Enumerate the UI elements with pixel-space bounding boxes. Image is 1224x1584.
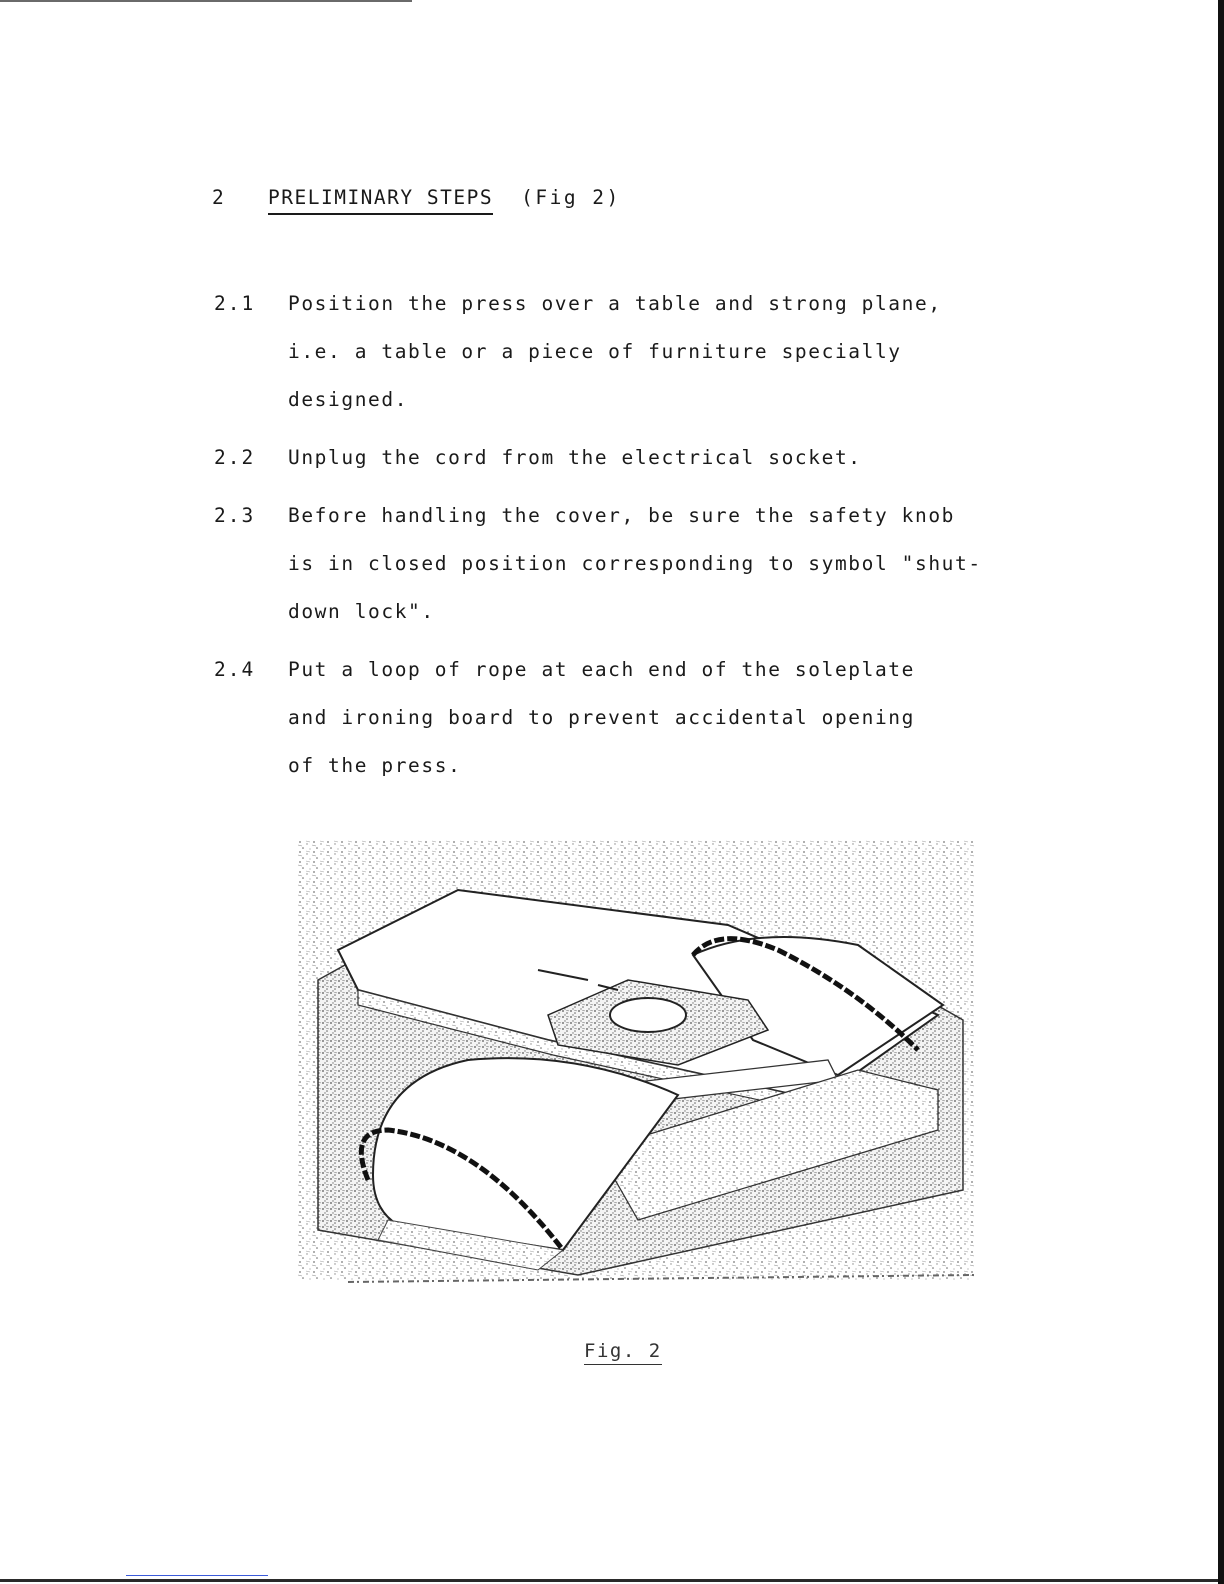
- section-number: 2: [212, 186, 226, 209]
- step-item: [214, 434, 1094, 482]
- step-number: 2.3: [214, 504, 256, 527]
- step-item: [214, 280, 1094, 424]
- steps-list: [214, 280, 1094, 800]
- scan-bottom-rule: [0, 1579, 1218, 1582]
- press-illustration: [298, 830, 974, 1300]
- scan-top-rule: [0, 0, 412, 2]
- figure-caption: Fig. 2: [584, 1340, 662, 1365]
- control-knob: [610, 998, 686, 1032]
- step-text: Put a loop of rope at each end of the soleplate and ironing board to prevent accidental opening of the press.: [288, 658, 915, 777]
- step-item: [214, 492, 1094, 636]
- section-figure-ref: (Fig 2): [521, 186, 621, 209]
- step-text: Before handling the cover, be sure the safety knob is in closed position corresponding to symbol "shut- down lock".: [288, 504, 982, 623]
- step-number: 2.2: [214, 446, 256, 469]
- scan-right-edge: [1218, 0, 1224, 1584]
- scan-bottom-mark: [126, 1575, 268, 1576]
- step-item: [214, 646, 1094, 790]
- step-number: 2.1: [214, 292, 256, 315]
- step-number: 2.4: [214, 658, 256, 681]
- section-title: PRELIMINARY STEPS: [268, 186, 493, 215]
- section-heading: [212, 186, 621, 209]
- step-text: Unplug the cord from the electrical socket.: [288, 446, 862, 469]
- step-text: Position the press over a table and strong plane, i.e. a table or a piece of furniture specially designed.: [288, 292, 942, 411]
